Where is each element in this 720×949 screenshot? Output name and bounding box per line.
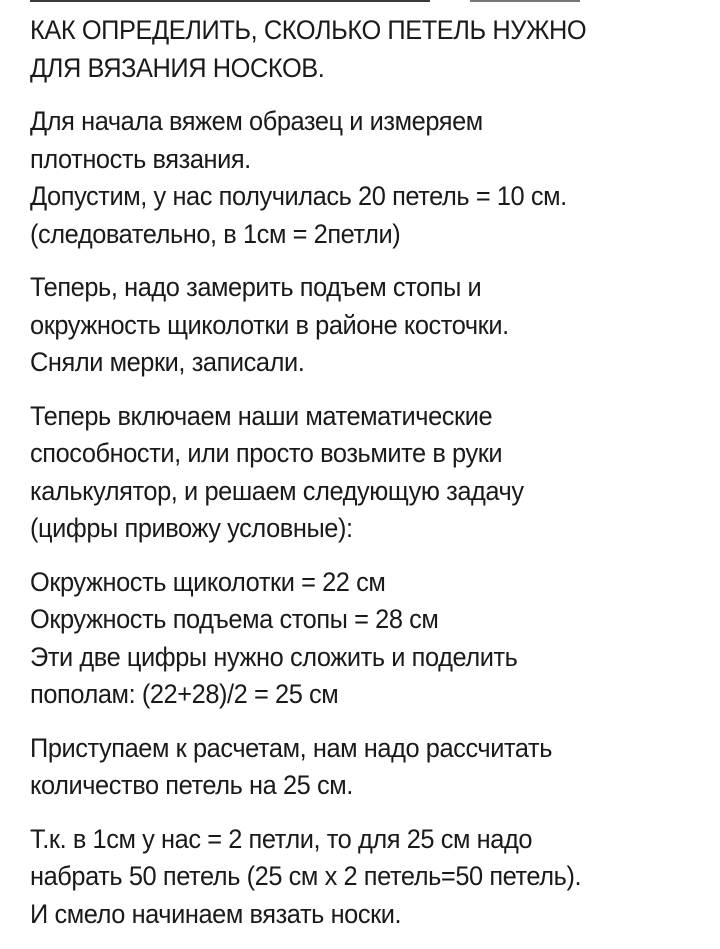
paragraph-math-intro xyxy=(30,398,660,548)
title-line: ДЛЯ ВЯЗАНИЯ НОСКОВ. xyxy=(30,52,325,83)
text-line: Допустим, у нас получилась 20 петель = 10 см. xyxy=(30,181,567,211)
top-edge-strip xyxy=(0,0,720,3)
text-line: Окружность подъема стопы = 28 см xyxy=(30,604,439,634)
text-line: окружность щиколотки в районе косточки. xyxy=(30,309,509,340)
text-line: калькулятор, и решаем следующую задачу xyxy=(30,475,524,506)
text-line: набрать 50 петель (25 см х 2 петель=50 петель). xyxy=(30,861,582,891)
paragraph-measurements xyxy=(30,269,660,382)
top-divider-line xyxy=(30,0,430,2)
paragraph-calculation xyxy=(30,564,660,714)
article-title xyxy=(30,12,660,87)
paragraph-stitch-count xyxy=(30,730,660,805)
text-line: Теперь, надо замерить подъем стопы и xyxy=(30,272,482,302)
text-line: плотность вязания. xyxy=(30,143,251,174)
text-line: способности, или просто возьмите в руки xyxy=(30,438,503,468)
text-line: Теперь включаем наши математические xyxy=(30,400,493,431)
text-line: Эти две цифры нужно сложить и поделить xyxy=(30,641,518,672)
text-line: Окружность щиколотки = 22 см xyxy=(30,566,386,597)
text-line: количество петель на 25 см. xyxy=(30,770,353,800)
title-line: КАК ОПРЕДЕЛИТЬ, СКОЛЬКО ПЕТЕЛЬ НУЖНО xyxy=(30,15,587,45)
text-line: Приступаем к расчетам, нам надо рассчитать xyxy=(30,732,553,763)
article-body xyxy=(30,12,700,949)
top-divider-line-secondary xyxy=(470,0,580,2)
text-line: Сняли мерки, записали. xyxy=(30,347,305,377)
paragraph-conclusion xyxy=(30,821,660,934)
text-line: (цифры привожу условные): xyxy=(30,513,353,543)
text-line: (следовательно, в 1см = 2петли) xyxy=(30,218,401,249)
paragraph-sample-gauge xyxy=(30,103,660,253)
text-line: Т.к. в 1см у нас = 2 петли, то для 25 см надо xyxy=(30,823,533,854)
text-line: Для начала вяжем образец и измеряем xyxy=(30,106,483,136)
text-line: пополам: (22+28)/2 = 25 см xyxy=(30,679,339,709)
text-line: И смело начинаем вязать носки. xyxy=(30,898,402,929)
